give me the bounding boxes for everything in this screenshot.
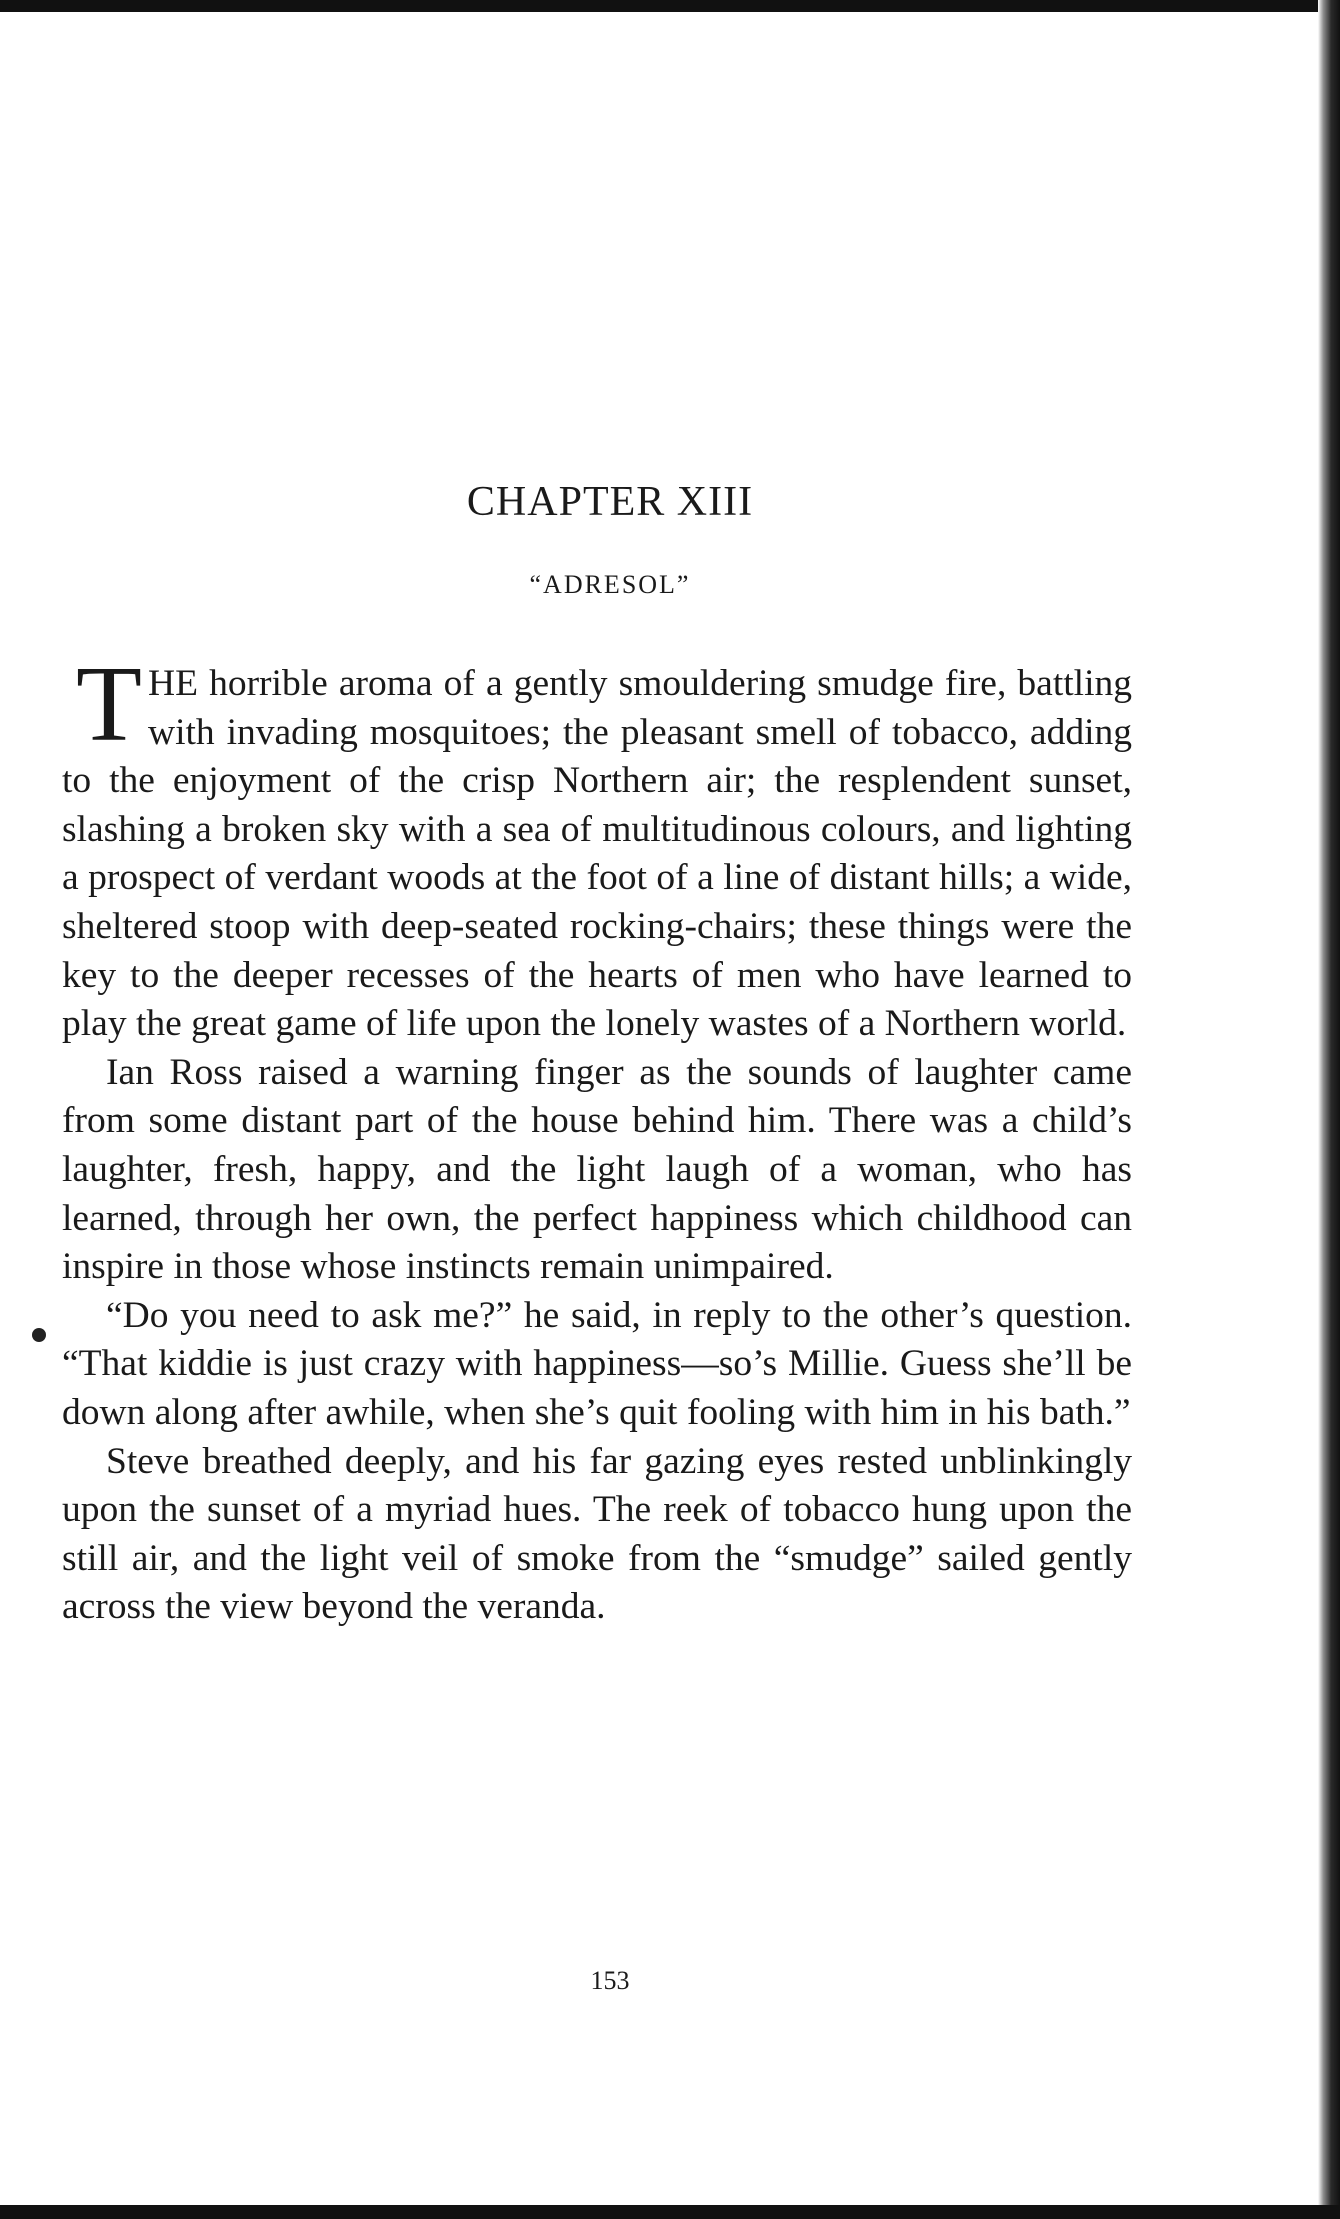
paragraph-3: “Do you need to ask me?” he said, in reply to the other’s question. “That kiddie is just crazy with happiness—so’s Millie. Guess she’ll be down along after awhile, when she’s quit fooling with him in his bath.” [62, 1294, 1132, 1433]
ink-speck [32, 1328, 46, 1342]
paragraph-2: Ian Ross raised a warning finger as the sounds of laughter came from some distant part of the house behind him. There was a child’s laughter, fresh, happy, and the light laugh of a woman, who has learned, through her own, the perfect happiness which childhood can inspire in those whose instincts remain unimpaired. [62, 1051, 1132, 1288]
chapter-subtitle: “ADRESOL” [529, 570, 691, 599]
paragraph-1-text: HE horrible aroma of a gently smouldering smudge fire, battling with invading mosquitoes; the pleasant smell of tobacco, adding to the enjoyment of the crisp Northern air; the resplendent sunset, slashing a broken sky with a sea of multitudinous colours, and lighting a prospect of verdant woods at the foot of a line of distant hills; a wide, sheltered stoop with deep-seated rocking-chairs; these things were the key to the deeper recesses of the hearts of men who have learned to play the great game of life upon the lonely wastes of a Northern world. [62, 663, 1132, 1045]
paragraph-1 [62, 645, 1132, 1049]
scan-bottom-edge [0, 2205, 1340, 2219]
drop-cap: T [76, 645, 142, 764]
scan-top-edge [0, 0, 1340, 12]
paragraph-4: Steve breathed deeply, and his far gazing eyes rested unblinkingly upon the sunset of a myriad hues. The reek of tobacco hung upon the still air, and the light veil of smoke from the “smudge” sailed gently across the view beyond the veranda. [62, 1440, 1132, 1628]
page-number: 153 [590, 1966, 630, 1995]
chapter-body [62, 645, 1132, 1632]
scan-right-edge [1318, 0, 1340, 2219]
chapter-title: CHAPTER XIII [466, 479, 754, 525]
